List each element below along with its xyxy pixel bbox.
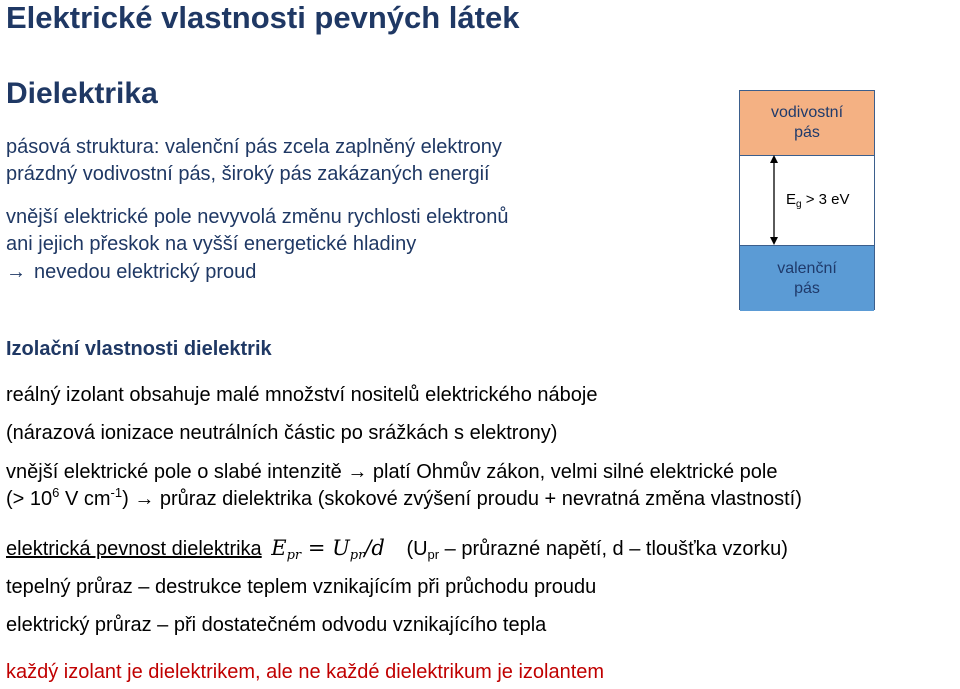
paragraph-6: tepelný průraz – destrukce teplem vznikajícím při průchodu proudu [6, 576, 597, 598]
voltage-note-sub: pr [427, 547, 440, 562]
conduction-band [740, 91, 874, 156]
eq-u-sub: pr [349, 548, 365, 563]
paragraph-3-end: platí Ohmův zákon, velmi silné elektrické pole [372, 461, 778, 483]
intro-line-3: vnější elektrické pole nevyvolá změnu rychlosti elektronů [6, 206, 509, 228]
valence-band-label: valenční pás [777, 259, 837, 297]
page-title: Elektrické vlastnosti pevných látek [6, 0, 520, 35]
eq-e: E [271, 536, 287, 560]
voltage-note-start: (U [406, 538, 428, 560]
conclusion-line: každý izolant je dielektrikem, ale ne každé dielektrikum je izolantem [6, 661, 605, 683]
section-heading: Izolační vlastnosti dielektrik [6, 338, 272, 360]
dielectric-strength-term: elektrická pevnost dielektrika [6, 538, 262, 560]
implies-arrow-icon: → [347, 461, 368, 483]
paragraph-3-start: vnější elektrické pole o slabé intenzitě [6, 461, 342, 483]
band-gap-arrow-icon [767, 155, 781, 245]
eq-u: = U [301, 536, 350, 560]
band-gap-value: > 3 eV [805, 191, 850, 208]
section-subtitle: Dielektrika [6, 77, 158, 110]
intro-line-2: prázdný vodivostní pás, široký pás zakázaných energií [6, 163, 490, 185]
band-gap-subscript: g [796, 199, 802, 210]
voltage-note-end: – průrazné napětí, d – tloušťka vzorku) [439, 538, 788, 560]
paragraph-1: reálný izolant obsahuje malé množství nositelů elektrického náboje [6, 384, 598, 406]
paragraph-2: (nárazová ionizace neutrálních částic po srážkách s elektrony) [6, 422, 558, 444]
field-value-start: (> 10 [6, 488, 53, 510]
field-exponent: 6 [52, 485, 60, 500]
intro-line-1: pásová struktura: valenční pás zcela zaplněný elektrony [6, 136, 502, 158]
band-diagram [739, 90, 875, 310]
dielectric-strength-equation [271, 536, 385, 563]
band-gap-symbol: E [786, 191, 797, 208]
eq-d: /d [364, 536, 385, 560]
implies-arrow-icon: → [134, 488, 155, 510]
intro-line-5-text: nevedou elektrický proud [34, 261, 257, 283]
unit-exponent: -1 [110, 485, 123, 500]
intro-line-5 [6, 259, 256, 285]
paragraph-5 [6, 535, 788, 562]
band-gap-label [786, 191, 850, 210]
conduction-band-label: vodivostní pás [770, 104, 844, 141]
intro-line-4: ani jejich přeskok na vyšší energetické hladiny [6, 233, 417, 255]
paragraph-7: elektrický průraz – při dostatečném odvodu vznikajícího tepla [6, 614, 547, 636]
paragraph-3 [6, 459, 778, 485]
valence-band [740, 245, 874, 311]
field-unit: V cm [59, 488, 111, 510]
implies-arrow-icon: → [6, 261, 26, 283]
field-value-end: ) [122, 488, 129, 510]
paragraph-4 [6, 486, 802, 512]
breakdown-text: průraz dielektrika (skokové zvýšení proudu + nevratná změna vlastností) [159, 488, 802, 510]
eq-e-sub: pr [286, 548, 302, 563]
